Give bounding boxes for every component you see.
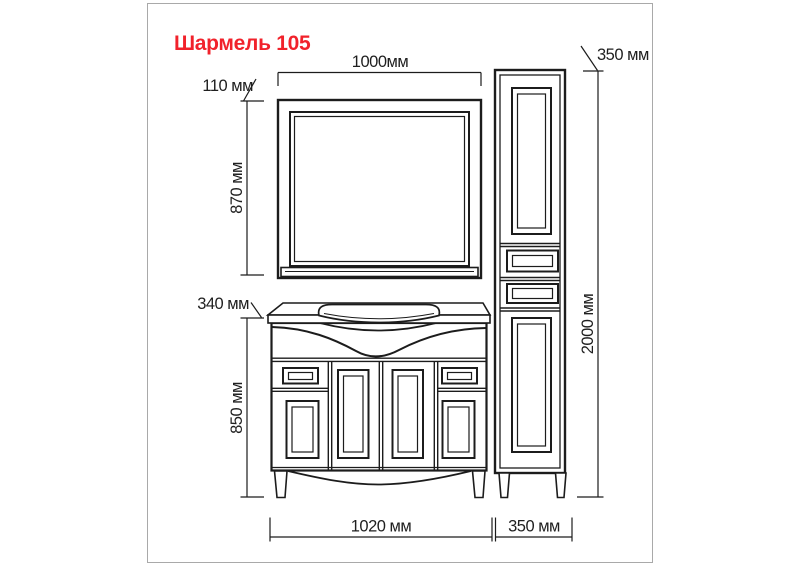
dim-mirror-depth (202, 77, 264, 101)
column-left-leg (499, 473, 510, 498)
column-right-leg (556, 473, 567, 498)
dim-column-height (577, 71, 604, 497)
column-cabinet (495, 70, 566, 498)
dim-worktop-depth (197, 295, 264, 318)
vanity-cabinet (268, 303, 490, 498)
drawing-title: Шармель 105 (174, 32, 311, 55)
mirror-glass-frame (290, 112, 469, 266)
dim-label-mirror-depth: 110 мм (202, 77, 253, 95)
dim-vanity-height (228, 318, 264, 497)
dim-column-width (496, 518, 573, 542)
dim-label-column-height: 2000 мм (579, 293, 597, 355)
dim-label-vanity-height: 850 мм (228, 382, 246, 434)
dim-vanity-width (270, 518, 492, 542)
vanity-left-door-panel (287, 401, 319, 458)
dim-label-mirror-width: 1000мм (351, 53, 409, 71)
vanity-center-right-door-panel (393, 370, 424, 458)
dim-mirror-width (278, 53, 481, 86)
mirror (278, 100, 481, 278)
vanity-center-left-door-panel (338, 370, 369, 458)
dim-label-column-width: 350 мм (508, 517, 560, 536)
vanity-right-door-panel (443, 401, 475, 458)
column-drawer2-panel (507, 284, 558, 303)
dim-column-depth (581, 46, 649, 71)
dim-label-mirror-height: 870 мм (228, 162, 246, 214)
dim-label-worktop-depth: 340 мм (197, 295, 249, 313)
vanity-right-leg (473, 471, 486, 498)
column-drawer1-panel (507, 251, 558, 272)
vanity-skirt-curve (288, 471, 471, 485)
dim-label-vanity-width: 1020 мм (350, 517, 412, 536)
dim-mirror-height (228, 101, 264, 275)
sink-rim (319, 305, 440, 323)
vanity-left-leg (275, 471, 288, 498)
dim-label-column-depth: 350 мм (597, 46, 649, 64)
